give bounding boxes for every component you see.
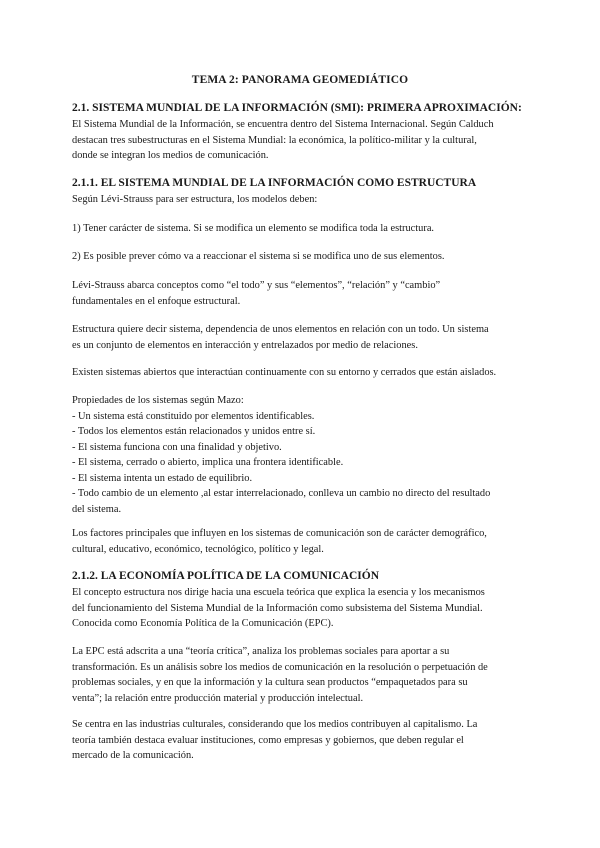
paragraph-estructura: [72, 322, 532, 353]
list-item: - El sistema funciona con una finalidad y objetivo.: [72, 441, 282, 453]
point-1: [72, 221, 532, 237]
paragraph-line: problemas sociales, y en que la información y la cultura sean productos “empaquetados para su: [72, 677, 468, 688]
numbered-point: 2) Es posible prever cómo va a reaccionar el sistema si se modifica uno de sus elementos.: [72, 251, 445, 262]
list-intro: Propiedades de los sistemas según Mazo:: [72, 395, 244, 406]
section-heading: 2.1. SISTEMA MUNDIAL DE LA INFORMACIÓN (SMI): PRIMERA APROXIMACIÓN:: [72, 102, 522, 114]
paragraph-line: Estructura quiere decir sistema, dependencia de unos elementos en relación con un todo. Un sistema: [72, 324, 489, 335]
paragraph-line: Lévi-Strauss abarca conceptos como “el todo” y sus “elementos”, “relación” y “cambio”: [72, 280, 441, 291]
document-title: TEMA 2: PANORAMA GEOMEDIÁTICO: [191, 74, 409, 86]
paragraph-industrias: [72, 717, 532, 764]
paragraph-factores: [72, 526, 532, 557]
paragraph-line: destacan tres subestructuras en el Sistema Mundial: la económica, la político-militar y la cultural,: [72, 134, 477, 146]
point-2: [72, 249, 532, 265]
paragraph-line: donde se integran los medios de comunicación.: [72, 150, 269, 161]
paragraph-line: cultural, educativo, económico, tecnológico, político y legal.: [72, 543, 324, 555]
paragraph-line: mercado de la comunicación.: [72, 750, 194, 761]
paragraph-line: Existen sistemas abiertos que interactúan continuamente con su entorno y cerrados que están aislados.: [72, 367, 497, 378]
list-item: del sistema.: [72, 503, 122, 515]
paragraph-epc: [72, 644, 532, 706]
section-heading: 2.1.2. LA ECONOMÍA POLÍTICA DE LA COMUNICACIÓN: [72, 570, 380, 582]
section-2-1: [72, 100, 532, 164]
paragraph-line: Conocida como Economía Política de la Comunicación (EPC).: [72, 618, 334, 629]
paragraph-line: es un conjunto de elementos en interacción y entrelazados por medio de relaciones.: [72, 339, 418, 351]
list-item: - El sistema, cerrado o abierto, implica una frontera identificable.: [72, 457, 344, 468]
paragraph-line: Se centra en las industrias culturales, considerando que los medios contribuyen al capitalismo. La: [72, 719, 478, 730]
paragraph-line: del funcionamiento del Sistema Mundial de la Información como subsistema del Sistema Mundial.: [72, 602, 483, 614]
list-item: - Un sistema está constituido por elementos identificables.: [72, 410, 315, 422]
paragraph-sistemas: [72, 365, 532, 381]
paragraph-line: teoría también destaca evaluar instituciones, como empresas y gobiernos, que deben regular el: [72, 734, 464, 746]
paragraph-line: Según Lévi-Strauss para ser estructura, los modelos deben:: [72, 194, 318, 205]
list-item: - Todo cambio de un elemento ,al estar interrelacionado, conlleva un cambio no directo del resultado: [72, 488, 491, 499]
section-heading: 2.1.1. EL SISTEMA MUNDIAL DE LA INFORMACIÓN COMO ESTRUCTURA: [72, 177, 477, 189]
paragraph-levi-strauss: [72, 278, 532, 309]
paragraph-line: transformación. Es un análisis sobre los medios de comunicación en la resolución o perpetuación de: [72, 661, 488, 673]
paragraph-line: Los factores principales que influyen en los sistemas de comunicación son de carácter demográfico,: [72, 528, 487, 539]
paragraph-line: El concepto estructura nos dirige hacia una escuela teórica que explica la esencia y los mecanismos: [72, 587, 485, 598]
paragraph-line: venta”; la relación entre producción material y producción intelectual.: [72, 692, 364, 704]
section-2-1-2: [72, 568, 532, 632]
paragraph-line: La EPC está adscrita a una “teoría crítica”, analiza los problemas sociales para aportar a su: [72, 646, 450, 657]
list-item: - El sistema intenta un estado de equilibrio.: [72, 472, 253, 484]
list-item: - Todos los elementos están relacionados y unidos entre sí.: [72, 426, 316, 437]
section-2-1-1-heading-block: [72, 175, 532, 208]
properties-list: [72, 393, 532, 517]
paragraph-line: El Sistema Mundial de la Información, se encuentra dentro del Sistema Internacional. Según Calduch: [72, 119, 494, 130]
numbered-point: 1) Tener carácter de sistema. Si se modifica un elemento se modifica toda la estructura.: [72, 223, 435, 234]
paragraph-line: fundamentales en el enfoque estructural.: [72, 295, 241, 307]
